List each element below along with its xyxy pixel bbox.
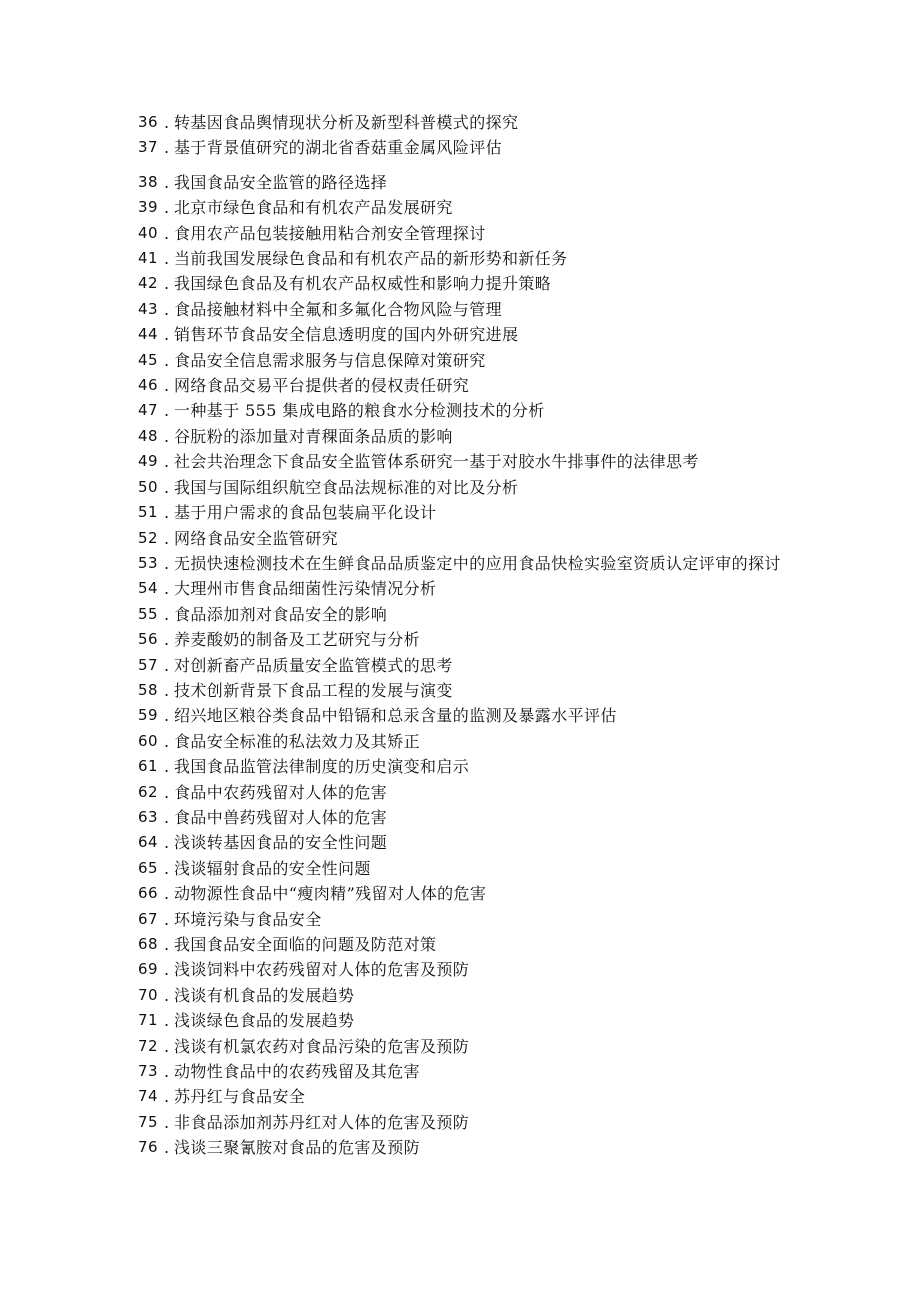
item-number: 64 — [138, 833, 159, 852]
list-item: 76 . 浅谈三聚氰胺对食品的危害及预防 — [138, 1135, 788, 1160]
list-item: 40 . 食用农产品包装接触用粘合剂安全管理探讨 — [138, 221, 788, 246]
item-number: 66 — [138, 884, 159, 903]
list-item: 69 . 浅谈饲料中农药残留对人体的危害及预防 — [138, 957, 788, 982]
item-number: 40 — [138, 223, 159, 242]
item-text: 浅谈辐射食品的安全性问题 — [174, 858, 371, 878]
item-number: 65 — [138, 858, 159, 877]
item-number: 39 — [138, 198, 159, 217]
item-number: 56 — [138, 630, 159, 649]
list-item: 58 . 技术创新背景下食品工程的发展与演变 — [138, 678, 788, 703]
item-text: 我国食品安全监管的路径选择 — [174, 172, 388, 192]
item-text: 我国食品监管法律制度的历史演变和启示 — [174, 757, 470, 777]
item-number: 52 — [138, 528, 159, 547]
item-text: 谷朊粉的添加量对青稞面条品质的影响 — [174, 426, 453, 446]
item-text: 浅谈有机氯农药对食品污染的危害及预防 — [174, 1036, 470, 1056]
item-number: 73 — [138, 1062, 159, 1081]
item-text: 技术创新背景下食品工程的发展与演变 — [174, 680, 453, 700]
item-text: 绍兴地区粮谷类食品中铅镉和总汞含量的监测及暴露水平评估 — [174, 706, 617, 726]
list-item: 52 . 网络食品安全监管研究 — [138, 526, 788, 551]
item-number: 54 — [138, 579, 159, 598]
item-text: 我国绿色食品及有机农产品权威性和影响力提升策略 — [174, 274, 552, 294]
item-number: 74 — [138, 1087, 159, 1106]
item-number: 37 — [138, 138, 159, 157]
item-number: 60 — [138, 731, 159, 750]
list-item: 57 . 对创新畜产品质量安全监管模式的思考 — [138, 653, 788, 678]
item-text: 网络食品交易平台提供者的侵权责任研究 — [174, 376, 470, 396]
item-text: 苏丹红与食品安全 — [174, 1087, 306, 1107]
item-text: 当前我国发展绿色食品和有机农产品的新形势和新任务 — [174, 249, 568, 269]
item-text: 浅谈绿色食品的发展趋势 — [174, 1011, 355, 1031]
list-item: 46 . 网络食品交易平台提供者的侵权责任研究 — [138, 373, 788, 398]
item-number: 51 — [138, 503, 159, 522]
item-text: 动物性食品中的农药残留及其危害 — [174, 1062, 421, 1082]
list-item: 72 . 浅谈有机氯农药对食品污染的危害及预防 — [138, 1034, 788, 1059]
list-item: 45 . 食品安全信息需求服务与信息保障对策研究 — [138, 348, 788, 373]
list-item: 65 . 浅谈辐射食品的安全性问题 — [138, 856, 788, 881]
item-text: 食品安全信息需求服务与信息保障对策研究 — [174, 350, 486, 370]
list-item: 56 . 养麦酸奶的制备及工艺研究与分析 — [138, 627, 788, 652]
item-text: 食品接触材料中全氟和多氟化合物风险与管理 — [174, 299, 503, 319]
list-item: 49 . 社会共治理念下食品安全监管体系研究一基于对胶水牛排事件的法律思考 — [138, 449, 788, 474]
item-text: 食品安全标准的私法效力及其矫正 — [174, 731, 421, 751]
list-item: 47 . 一种基于 555 集成电路的粮食水分检测技术的分析 — [138, 398, 788, 423]
item-number: 69 — [138, 960, 159, 979]
list-item: 61 . 我国食品监管法律制度的历史演变和启示 — [138, 754, 788, 779]
item-text: 动物源性食品中“瘦肉精”残留对人体的危害 — [174, 884, 487, 904]
item-text: 北京市绿色食品和有机农产品发展研究 — [174, 198, 453, 218]
item-text: 社会共治理念下食品安全监管体系研究一基于对胶水牛排事件的法律思考 — [174, 452, 699, 472]
item-text: 无损快速检测技术在生鲜食品品质鉴定中的应用食品快检实验室资质认定评审的探讨 — [174, 553, 781, 573]
item-text: 我国食品安全面临的问题及防范对策 — [174, 935, 437, 954]
item-number: 72 — [138, 1036, 159, 1055]
item-number: 75 — [138, 1112, 159, 1131]
list-item: 73 . 动物性食品中的农药残留及其危害 — [138, 1059, 788, 1084]
item-text: 环境污染与食品安全 — [174, 909, 322, 929]
item-text: 非食品添加剂苏丹红对人体的危害及预防 — [174, 1112, 470, 1132]
list-item: 71 . 浅谈绿色食品的发展趋势 — [138, 1008, 788, 1033]
list-item: 39 . 北京市绿色食品和有机农产品发展研究 — [138, 195, 788, 220]
item-number: 70 — [138, 985, 159, 1004]
item-text: 浅谈转基因食品的安全性问题 — [174, 833, 388, 853]
item-number: 67 — [138, 909, 159, 928]
list-item: 67 . 环境污染与食品安全 — [138, 907, 788, 932]
list-item: 41 . 当前我国发展绿色食品和有机农产品的新形势和新任务 — [138, 246, 788, 271]
item-number: 62 — [138, 782, 159, 801]
list-item: 60 . 食品安全标准的私法效力及其矫正 — [138, 729, 788, 754]
list-item: 55 . 食品添加剂对食品安全的影响 — [138, 602, 788, 627]
item-number: 58 — [138, 680, 159, 699]
list-item: 74 . 苏丹红与食品安全 — [138, 1084, 788, 1109]
item-number: 45 — [138, 350, 159, 369]
item-text: 网络食品安全监管研究 — [174, 528, 339, 548]
item-number: 61 — [138, 757, 159, 776]
list-item: 37 . 基于背景值研究的湖北省香菇重金属风险评估 — [138, 135, 788, 160]
item-text: 转基因食品舆情现状分析及新型科普模式的探究 — [174, 113, 519, 132]
list-item: 62 . 食品中农药残留对人体的危害 — [138, 780, 788, 805]
item-number: 38 — [138, 172, 159, 191]
item-text: 浅谈三聚氰胺对食品的危害及预防 — [174, 1138, 421, 1158]
item-number: 41 — [138, 249, 159, 268]
topic-list — [138, 110, 788, 1161]
item-text: 食品中农药残留对人体的危害 — [174, 782, 388, 802]
item-number: 59 — [138, 706, 159, 725]
item-number: 44 — [138, 325, 159, 344]
item-text: 对创新畜产品质量安全监管模式的思考 — [174, 655, 453, 675]
item-text: 浅谈有机食品的发展趋势 — [174, 985, 355, 1005]
list-item: 51 . 基于用户需求的食品包装扁平化设计 — [138, 500, 788, 525]
list-item: 63 . 食品中兽药残留对人体的危害 — [138, 805, 788, 830]
list-item: 48 . 谷朊粉的添加量对青稞面条品质的影响 — [138, 424, 788, 449]
item-number: 42 — [138, 274, 159, 293]
list-item: 64 . 浅谈转基因食品的安全性问题 — [138, 830, 788, 855]
list-item: 68 . 我国食品安全面临的问题及防范对策 — [138, 932, 788, 957]
list-item: 66 . 动物源性食品中“瘦肉精”残留对人体的危害 — [138, 881, 788, 906]
item-number: 57 — [138, 655, 159, 674]
item-number: 50 — [138, 477, 159, 496]
item-number: 49 — [138, 452, 159, 471]
item-text: 食用农产品包装接触用粘合剂安全管理探讨 — [174, 223, 486, 243]
item-number: 63 — [138, 807, 159, 826]
list-item: 54 . 大理州市售食品细菌性污染情况分析 — [138, 576, 788, 601]
item-text: 一种基于 555 集成电路的粮食水分检测技术的分析 — [174, 401, 545, 421]
list-item: 75 . 非食品添加剂苏丹红对人体的危害及预防 — [138, 1110, 788, 1135]
item-text: 我国与国际组织航空食品法规标准的对比及分析 — [174, 477, 519, 497]
item-number: 55 — [138, 604, 159, 623]
item-number: 48 — [138, 426, 159, 445]
item-text: 基于用户需求的食品包装扁平化设计 — [174, 503, 437, 523]
list-item: 44 . 销售环节食品安全信息透明度的国内外研究进展 — [138, 322, 788, 347]
item-text: 销售环节食品安全信息透明度的国内外研究进展 — [174, 325, 519, 345]
list-item: 38 . 我国食品安全监管的路径选择 — [138, 170, 788, 195]
list-item: 50 . 我国与国际组织航空食品法规标准的对比及分析 — [138, 475, 788, 500]
item-number: 46 — [138, 376, 159, 395]
item-number: 53 — [138, 553, 159, 572]
list-item: 43 . 食品接触材料中全氟和多氟化合物风险与管理 — [138, 297, 788, 322]
item-number: 36 — [138, 113, 159, 131]
item-number: 76 — [138, 1138, 159, 1157]
list-item: 42 . 我国绿色食品及有机农产品权威性和影响力提升策略 — [138, 271, 788, 296]
item-text: 基于背景值研究的湖北省香菇重金属风险评估 — [174, 138, 503, 158]
list-item: 70 . 浅谈有机食品的发展趋势 — [138, 983, 788, 1008]
list-item: 36 . 转基因食品舆情现状分析及新型科普模式的探究 — [138, 110, 788, 135]
item-number: 47 — [138, 401, 159, 420]
item-number: 71 — [138, 1011, 159, 1030]
item-text: 食品中兽药残留对人体的危害 — [174, 807, 388, 827]
item-text: 大理州市售食品细菌性污染情况分析 — [174, 579, 437, 599]
item-number: 68 — [138, 935, 159, 953]
item-text: 浅谈饲料中农药残留对人体的危害及预防 — [174, 960, 470, 980]
item-text: 食品添加剂对食品安全的影响 — [174, 604, 388, 624]
item-text: 养麦酸奶的制备及工艺研究与分析 — [174, 630, 421, 650]
list-item: 53 . 无损快速检测技术在生鲜食品品质鉴定中的应用食品快检实验室资质认定评审的探讨 — [138, 551, 788, 576]
item-number: 43 — [138, 299, 159, 318]
list-item: 59 . 绍兴地区粮谷类食品中铅镉和总汞含量的监测及暴露水平评估 — [138, 703, 788, 728]
